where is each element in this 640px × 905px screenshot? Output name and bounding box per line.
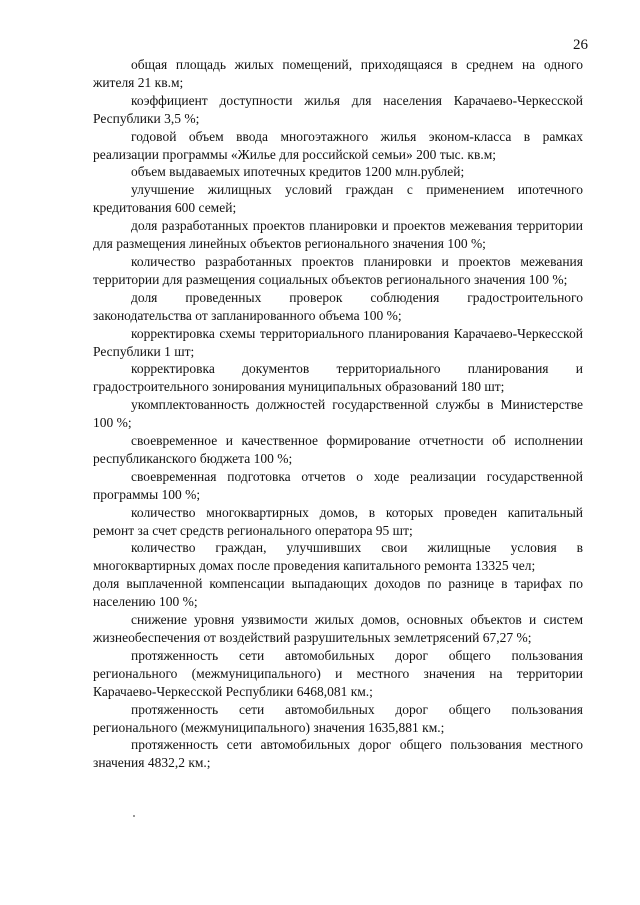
scan-dot-mark	[133, 815, 135, 817]
paragraph: количество разработанных проектов планировки и проектов межевания территории для размещения социальных объектов регионального значения 100 %;	[93, 253, 583, 287]
paragraph: общая площадь жилых помещений, приходящаяся в среднем на одного жителя 21 кв.м;	[93, 57, 583, 90]
paragraph: корректировка схемы территориального планирования Карачаево-Черкесской Республики 1 шт;	[93, 325, 583, 359]
paragraph: объем выдаваемых ипотечных кредитов 1200 млн.рублей;	[131, 164, 465, 180]
paragraph: доля разработанных проектов планировки и проектов межевания территории для размещения линейных объектов регионального значения 100 %;	[93, 218, 583, 252]
paragraph: коэффициент доступности жилья для населения Карачаево-Черкесской Республики 3,5 %;	[93, 92, 583, 126]
paragraph: протяженность сети автомобильных дорог общего пользования регионального (межмуниципального) и местного значения на территории Карачаево-Черкесской Республики 6468,081 км.;	[93, 647, 583, 699]
paragraph: количество многоквартирных домов, в которых проведен капитальный ремонт за счет средств регионального оператора 95 шт;	[93, 504, 583, 538]
paragraph: своевременная подготовка отчетов о ходе реализации государственной программы 100 %;	[93, 468, 583, 502]
paragraph: своевременное и качественное формирование отчетности об исполнении республиканского бюджета 100 %;	[93, 433, 583, 466]
paragraph: корректировка документов территориального планирования и градостроительного зонирования муниципальных образований 180 шт;	[93, 361, 583, 395]
paragraph: улучшение жилищных условий граждан с применением ипотечного кредитования 600 семей;	[93, 182, 583, 216]
paragraph: укомплектованность должностей государственной службы в Министерстве 100 %;	[93, 397, 583, 431]
paragraph: протяженность сети автомобильных дорог общего пользования регионального (межмуниципального) значения 1635,881 км.;	[93, 701, 583, 735]
paragraph: снижение уровня уязвимости жилых домов, основных объектов и систем жизнеобеспечения от воздействий разрушительных землетрясений 67,27 %;	[93, 612, 583, 645]
paragraph: количество граждан, улучшивших свои жилищные условия в многоквартирных домах после проведения капитального ремонта 13325 чел;	[93, 540, 583, 574]
document-body	[93, 56, 583, 772]
page-number: 26	[573, 37, 588, 53]
paragraph: годовой объем ввода многоэтажного жилья эконом-класса в рамках реализации программы «Жилье для российской семьи» 200 тыс. кв.м;	[93, 128, 583, 162]
paragraph: доля выплаченной компенсации выпадающих доходов по разнице в тарифах по населению 100 %;	[93, 576, 583, 610]
paragraph: протяженность сети автомобильных дорог общего пользования местного значения 4832,2 км.;	[93, 737, 583, 771]
paragraph: доля проведенных проверок соблюдения градостроительного законодательства от запланированного объема 100 %;	[93, 289, 583, 323]
